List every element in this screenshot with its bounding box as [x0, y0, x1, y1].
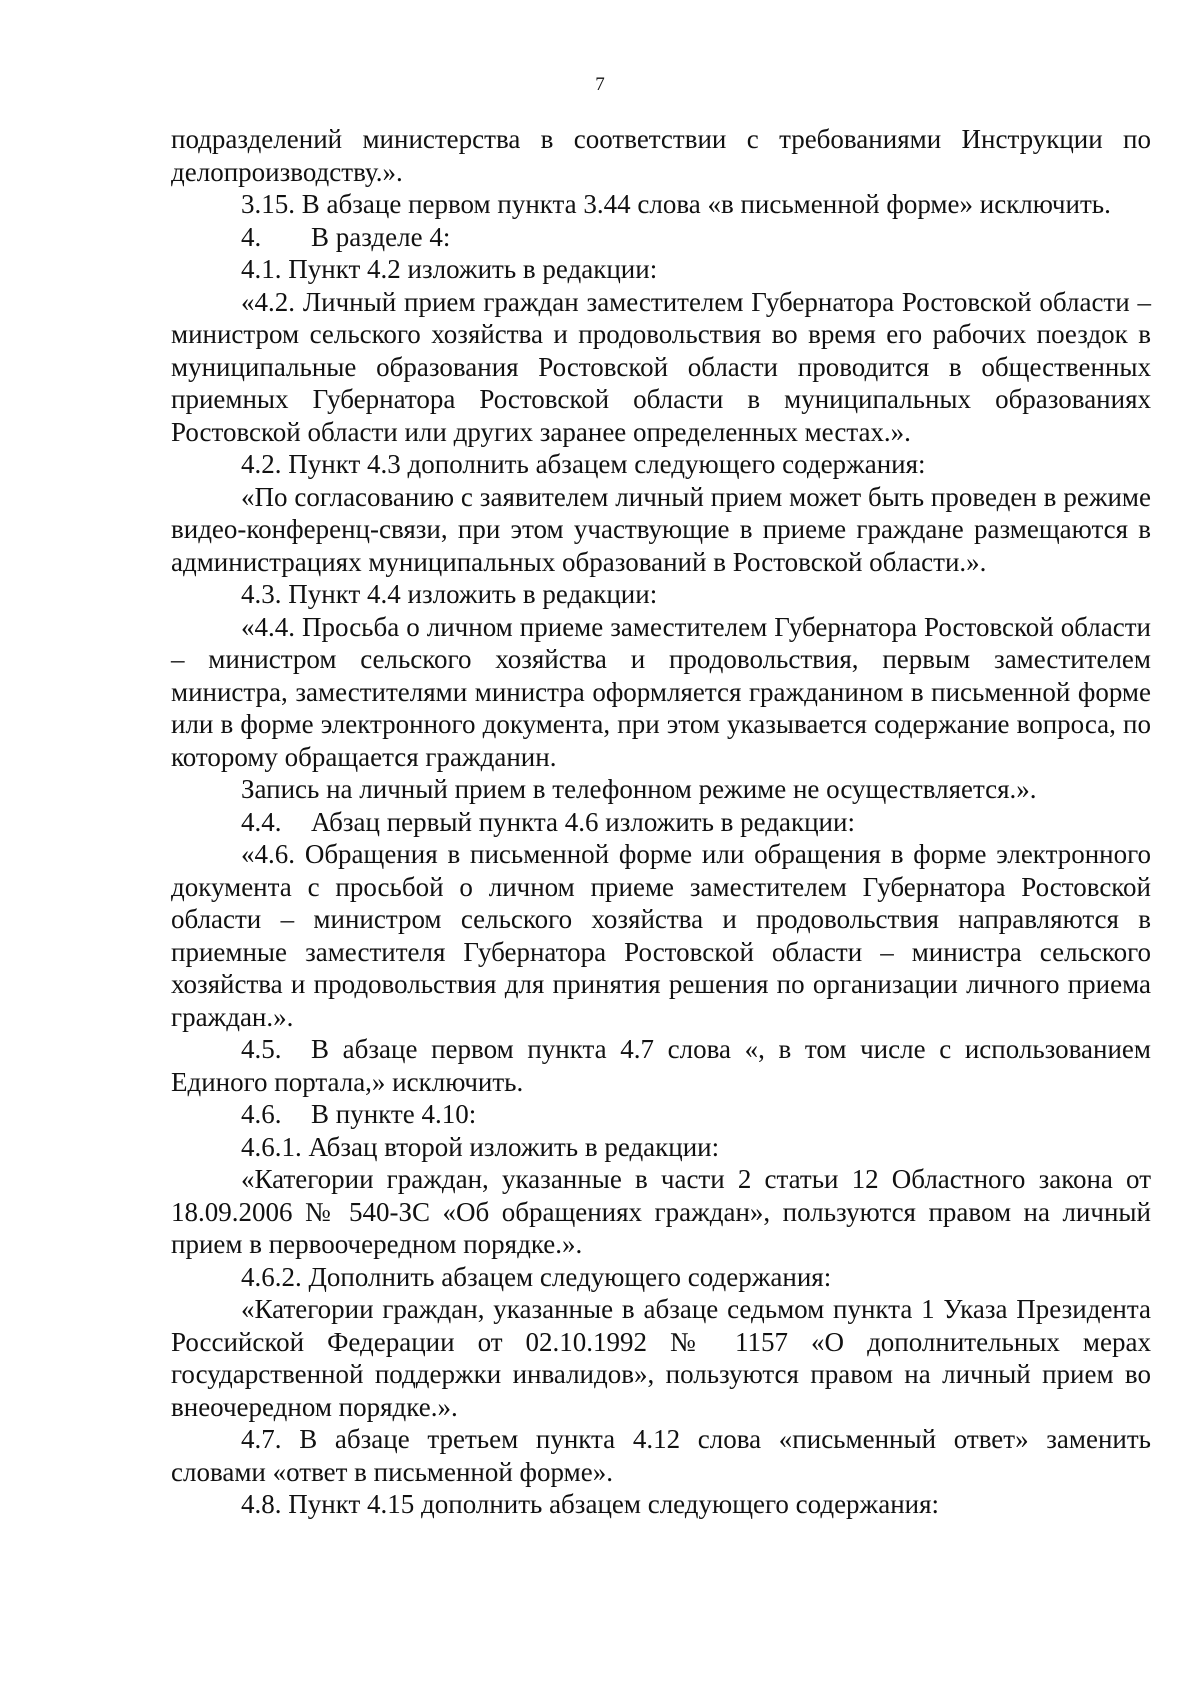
- document-body: [171, 123, 1151, 1521]
- paragraph: «Категории граждан, указанные в абзаце седьмом пункта 1 Указа Президента Российской Федерации от 02.10.1992 № 1157 «О дополнительных мерах государственной поддержки инвалидов», пользуются правом на личный прием во внеочередном порядке.».: [171, 1294, 1151, 1422]
- paragraph: подразделений министерства в соответствии с требованиями Инструкции по делопроизводству.».: [171, 124, 1151, 187]
- paragraph: [171, 806, 1151, 839]
- paragraph-text: В абзаце первом пункта 4.7 слова «, в том числе с использованием Единого портала,» исключить.: [171, 1034, 1151, 1097]
- paragraph: 4.8. Пункт 4.15 дополнить абзацем следующего содержания:: [241, 1489, 940, 1519]
- paragraph-text: В пункте 4.10:: [311, 1099, 477, 1129]
- page-number: 7: [595, 74, 605, 95]
- paragraph-text: В разделе 4:: [311, 221, 451, 252]
- paragraph-text: Абзац первый пункта 4.6 изложить в редакции:: [311, 806, 855, 837]
- paragraph: «Категории граждан, указанные в части 2 статьи 12 Областного закона от 18.09.2006 № 540-ЗС «Об обращениях граждан», пользуются правом на личный прием в первоочередном порядке.».: [171, 1164, 1151, 1259]
- paragraph-number: 4.4.: [241, 806, 282, 837]
- paragraph: 3.15. В абзаце первом пункта 3.44 слова «в письменной форме» исключить.: [241, 189, 1111, 219]
- paragraph: «По согласованию с заявителем личный прием может быть проведен в режиме видео-конференц-связи, при этом участвующие в приеме граждане размещаются в администрациях муниципальных образований в Ростовской области.».: [171, 481, 1151, 577]
- paragraph: «4.2. Личный прием граждан заместителем Губернатора Ростовской области – министром сельского хозяйства и продовольствия во время его рабочих поездок в муниципальные образования Ростовской области проводится в общественных приемных Губернатора Ростовской области в муниципальных образованиях Ростовской области или других заранее определенных местах.».: [171, 286, 1151, 447]
- paragraph: «4.4. Просьба о личном приеме заместителем Губернатора Ростовской области – министром сельского хозяйства и продовольствия, первым заместителем министра, заместителями министра оформляется гражданином в письменной форме или в форме электронного документа, при этом указывается содержание вопроса, по которому обращается гражданин.: [171, 611, 1151, 772]
- paragraph: 4.2. Пункт 4.3 дополнить абзацем следующего содержания:: [241, 449, 926, 479]
- paragraph: 4.1. Пункт 4.2 изложить в редакции:: [241, 254, 658, 284]
- paragraph-number: 4.: [241, 221, 262, 252]
- paragraph: 4.3. Пункт 4.4 изложить в редакции:: [241, 579, 658, 609]
- paragraph: [171, 221, 1151, 254]
- paragraph-number: 4.6.: [241, 1099, 282, 1129]
- paragraph: [171, 1033, 1151, 1098]
- paragraph: 4.6.2. Дополнить абзацем следующего содержания:: [241, 1261, 832, 1292]
- paragraph-number: 4.5.: [241, 1034, 282, 1064]
- paragraph: [171, 1098, 1151, 1131]
- paragraph: 4.7. В абзаце третьем пункта 4.12 слова «письменный ответ» заменить словами «ответ в письменной форме».: [171, 1424, 1151, 1487]
- paragraph: 4.6.1. Абзац второй изложить в редакции:: [241, 1131, 720, 1162]
- paragraph: Запись на личный прием в телефонном режиме не осуществляется.».: [241, 774, 1037, 804]
- paragraph: «4.6. Обращения в письменной форме или обращения в форме электронного документа с просьбой о личном приеме заместителем Губернатора Ростовской области – министром сельского хозяйства и продовольствия направляются в приемные заместителя Губернатора Ростовской области – министра сельского хозяйства и продовольствия для принятия решения по организации личного приема граждан.».: [171, 839, 1151, 1032]
